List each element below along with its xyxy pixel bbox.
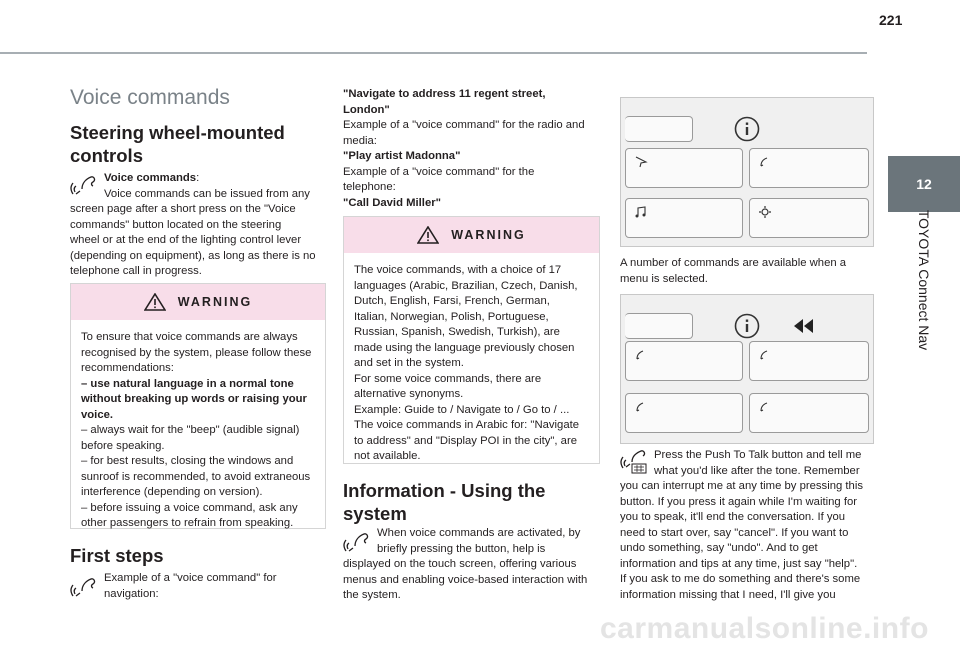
voice-command-icon [70,573,98,597]
screen-button [749,393,869,433]
phone-icon [758,400,772,414]
section-heading: First steps [70,545,164,566]
header-divider [0,52,867,54]
voice-commands-paragraph: Voice commands: Voice commands can be issued from any screen page after a short press on the "Voice commands" button located on the steering wheel or at the end of the lighting control lever (depending on equipment), as long as there is no telephone call in progress. [70,172,316,277]
warning-icon [417,226,439,244]
push-to-talk-icon [620,450,648,474]
section-steering-controls [70,121,326,167]
screen-button [749,198,869,238]
screen-button [749,148,869,188]
info-icon [734,116,760,142]
settings-icon [758,205,772,219]
screen-button [625,393,743,433]
examples-paragraph: "Navigate to address 11 regent street, London" Example of a "voice command" for the radio and media: "Play artist Madonna" Example of a "voice command" for the telephone: "Call David Miller" [343,88,585,209]
section-information [343,479,600,525]
warning-icon [144,293,166,311]
information-paragraph: When voice commands are activated, by briefly pressing the button, help is displayed on the touch screen, offering various menus and enabling voice-based interaction with the system. [343,527,588,601]
voice-command-icon [343,528,371,552]
warning-header: WARNING [71,284,325,320]
screen-button [625,198,743,238]
rewind-icon [791,317,817,335]
chapter-title: TOYOTA Connect Nav [916,209,933,351]
first-steps-paragraph: Example of a "voice command" for navigation: [70,571,326,602]
voice-command-icon [70,171,98,195]
section-first-steps [70,544,326,567]
menu-screen-illustration-2 [620,294,874,444]
warning-header: WARNING [344,217,599,253]
push-to-talk-paragraph: Press the Push To Talk button and tell me what you'd like after the tone. Remember you can interrupt me at any time by pressing this button. If you press it again while I'm waiting for you to speak, it'll end the conversation. If you need to start over, say "cancel". If you want to undo something, say "undo". And to get information and tips at any time, just say "help". If you ask to me do something and there's some information missing that I need, I'll give you [620,449,863,601]
screen-button [625,341,743,381]
phone-icon [634,348,648,362]
navigation-icon [634,155,648,169]
caption-menu-commands: A number of commands are available when a menu is selected. [620,257,847,285]
section-heading: Steering wheel-mounted controls [70,122,285,166]
chapter-tab[interactable]: 12 [888,156,960,212]
phone-icon [758,348,772,362]
page-title: Voice commands [70,86,230,109]
screen-button [625,148,743,188]
warning-box: WARNING The voice commands, with a choice of 17 languages (Arabic, Brazilian, Czech, Danish, Dutch, English, Farsi, French, German, Italian, Norwegian, Polish, Portuguese, Russian, Spanish, Swedish, Turkish), are made using the language previously chosen and set in the system. For some voice commands, there are alternative synonyms. Example: Guide to / Navigate to / Go to / ... The voice commands in Arabic for: "Navigate to address" and "Display POI in the city", are not available. [343,216,600,464]
phone-icon [758,155,772,169]
screen-button [749,341,869,381]
watermark: carmanualsonline.info [600,612,929,645]
page-number: 221 [879,12,903,28]
menu-screen-illustration-1 [620,97,874,247]
screen-button [625,313,693,339]
section-heading: Information - Using the system [343,480,546,524]
info-icon [734,313,760,339]
warning-box: WARNING To ensure that voice commands are always recognised by the system, please follow these recommendations: – use natural language in a normal tone without breaking up words or raising your voice. – always wait for the "beep" (audible signal) before speaking. – for best results, closing the windows and sunroof is recommended, to avoid extraneous interference (depending on version). – before issuing a voice command, ask any other passengers to refrain from speaking. [70,283,326,529]
phone-icon [634,400,648,414]
screen-button [625,116,693,142]
music-icon [634,205,648,219]
